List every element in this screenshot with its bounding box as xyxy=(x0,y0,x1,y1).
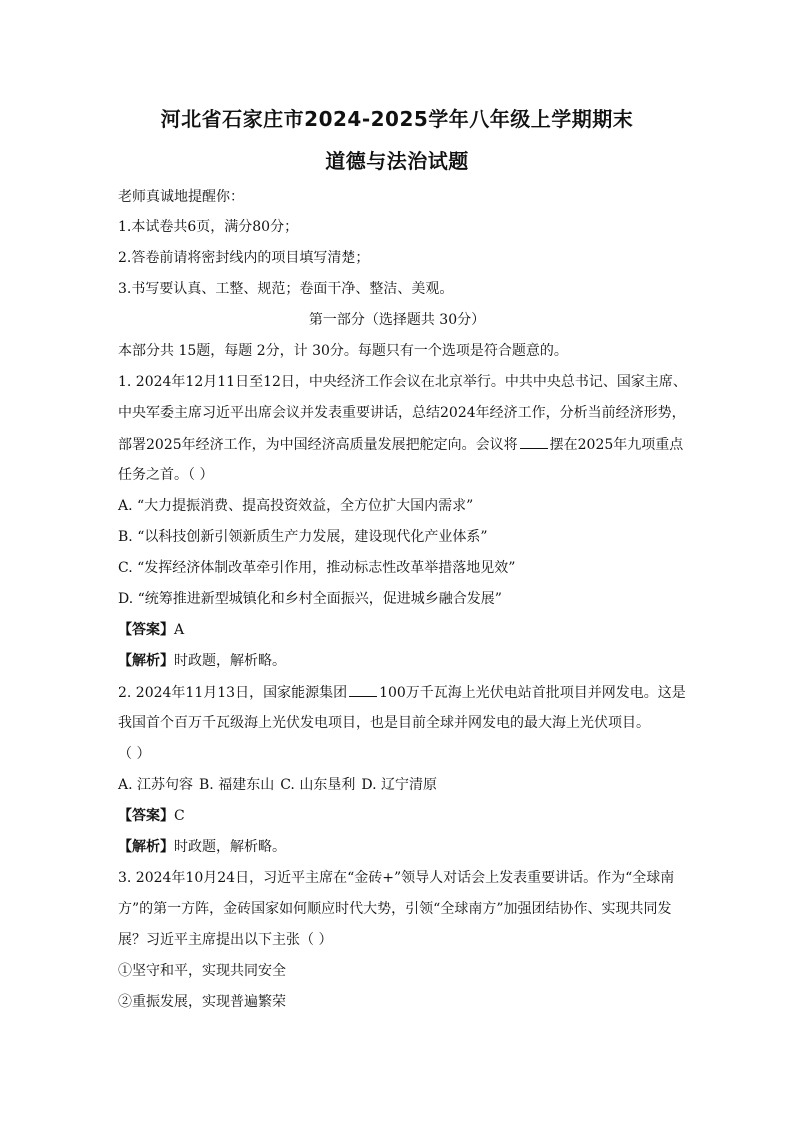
q2-stem-line-3: （ ） xyxy=(118,746,151,762)
q3-stem-line-1: 3. 2024年10月24日，习近平主席在“金砖+”领导人对话会上发表重要讲话。作为“全球南 xyxy=(118,870,675,886)
q1-stem-line-2: 中央军委主席习近平出席会议并发表重要讲话，总结2024年经济工作，分析当前经济形势， xyxy=(118,405,686,421)
q3-stem-line-3: 展？习近平主席提出以下主张（ ） xyxy=(118,932,333,948)
q1-stem-line-4: 任务之首。（ ） xyxy=(118,467,214,483)
q2-stem-line-1 xyxy=(118,683,688,702)
reminder-item-2: 2.答卷前请将密封线内的项目填写清楚； xyxy=(118,250,370,266)
exam-subject-title: 道德与法治试题 xyxy=(325,149,469,173)
reminder-heading: 老师真诚地提醒你： xyxy=(118,189,244,205)
q2-stem-line-1-text: 2. 2024年11月13日，国家能源集团 xyxy=(118,685,348,701)
q2-option-d: D. 辽宁清原 xyxy=(361,777,437,793)
q2-options xyxy=(118,776,688,794)
q1-stem-line-3 xyxy=(118,435,688,454)
q1-answer-label: 【答案】 xyxy=(118,622,174,638)
q2-option-c: C. 山东垦利 xyxy=(280,777,356,793)
q2-stem-line-2: 我国首个百万千瓦级海上光伏发电项目，也是目前全球并网发电的最大海上光伏项目。 xyxy=(118,715,650,731)
q2-answer-value: C xyxy=(174,808,185,824)
q2-answer xyxy=(118,807,688,825)
reminder-item-1: 1.本试卷共6页，满分80分； xyxy=(118,219,299,235)
q2-answer-blank xyxy=(349,683,377,697)
q3-item-1: ①坚守和平，实现共同安全 xyxy=(118,963,286,979)
q1-stem-line-3-text: 部署2025年经济工作，为中国经济高质量发展把舵定向。会议将 xyxy=(118,437,518,453)
reminder-item-3: 3.书写要认真、工整、规范；卷面干净、整洁、美观。 xyxy=(118,281,454,297)
q2-analysis xyxy=(118,838,688,856)
q1-answer-value: A xyxy=(174,622,185,638)
q2-option-b: B. 福建东山 xyxy=(199,777,275,793)
q1-analysis-label: 【解析】 xyxy=(118,653,174,669)
q1-option-c: C. “发挥经济体制改革牵引作用，推动标志性改革举措落地见效” xyxy=(118,560,516,576)
q1-option-d: D. “统筹推进新型城镇化和乡村全面振兴，促进城乡融合发展” xyxy=(118,591,502,607)
q1-stem-line-1: 1. 2024年12月11日至12日，中央经济工作会议在北京举行。中共中央总书记、国家主席、 xyxy=(118,374,687,390)
q3-item-2: ②重振发展，实现普遍繁荣 xyxy=(118,994,286,1010)
q2-analysis-text: 时政题，解析略。 xyxy=(174,839,286,855)
q1-analysis-text: 时政题，解析略。 xyxy=(174,653,286,669)
q3-stem-line-2: 方”的第一方阵，金砖国家如何顺应时代大势，引领“全球南方”加强团结协作、实现共同发 xyxy=(118,901,672,917)
q1-analysis xyxy=(118,652,688,670)
q1-stem-line-3-tail: 摆在2025年九项重点 xyxy=(549,437,684,453)
q2-option-a: A. 江苏句容 xyxy=(118,777,194,793)
exam-title: 河北省石家庄市2024-2025学年八年级上学期期末 xyxy=(160,107,634,131)
q2-analysis-label: 【解析】 xyxy=(118,839,174,855)
q1-answer xyxy=(118,621,688,639)
q2-answer-label: 【答案】 xyxy=(118,808,174,824)
q1-option-b: B. “以科技创新引领新质生产力发展，建设现代化产业体系” xyxy=(118,529,488,545)
q1-answer-blank xyxy=(520,435,548,449)
q2-stem-line-1-tail: 100万千瓦海上光伏电站首批项目并网发电。这是 xyxy=(379,685,686,701)
section-instruction: 本部分共 15题，每题 2分，计 30分。每题只有一个选项是符合题意的。 xyxy=(118,343,568,359)
q1-option-a: A. “大力提振消费、提高投资效益，全方位扩大国内需求” xyxy=(118,498,474,514)
section-title: 第一部分（选择题共 30分） xyxy=(308,312,486,328)
